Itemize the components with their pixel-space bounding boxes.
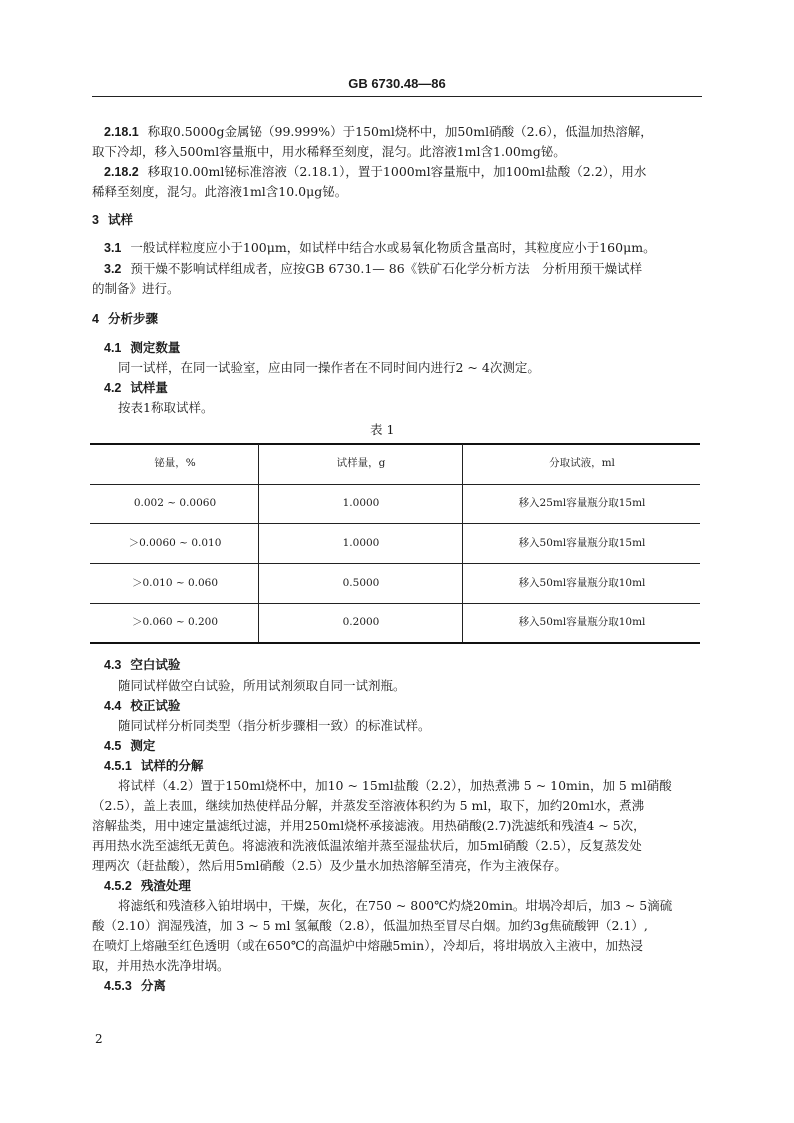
- para-4-5-2-heading: 4.5.2 残渣处理: [104, 878, 191, 893]
- section-3-heading: 3 试样: [92, 212, 133, 227]
- table-header-cell: 铋量，%: [154, 457, 196, 469]
- para-4-5-2-body: 将滤纸和残渣移入铂坩埚中，干燥，灰化，在750 ~ 800℃灼烧20min。坩埚冷却后，加3 ~ 5滴硫: [118, 898, 673, 913]
- table-column-divider: [462, 444, 463, 642]
- table-cell: 移入50ml容量瓶分取10ml: [518, 577, 646, 589]
- table-row-rule: [90, 523, 700, 524]
- para-4-3-heading: 4.3 空白试验: [104, 657, 181, 672]
- table-header-rule: [90, 484, 700, 485]
- table-cell: 移入25ml容量瓶分取15ml: [518, 497, 646, 509]
- table-cell: 移入50ml容量瓶分取15ml: [518, 537, 646, 549]
- para-2-18-2: 2.18.2 移取10.00ml铋标准溶液（2.18.1），置于1000ml容量瓶中，加100ml盐酸（2.2），用水: [104, 164, 647, 179]
- table-cell: 0.5000: [342, 577, 380, 589]
- para-2-18-2-cont: 稀释至刻度，混匀。此溶液1ml含10.0μg铋。: [92, 184, 348, 199]
- para-2-18-1-cont: 取下冷却，移入500ml容量瓶中，用水稀释至刻度，混匀。此溶液1ml含1.00mg铋。: [92, 144, 566, 159]
- para-3-2: 3.2 预干燥不影响试样组成者，应按GB 6730.1— 86《铁矿石化学分析方法 分析用预干燥试样: [104, 261, 643, 276]
- para-4-2-heading: 4.2 试样量: [104, 380, 168, 395]
- table-header-cell: 分取试液，ml: [549, 457, 615, 469]
- para-4-4-body: 随同试样分析同类型（指分析步骤相一致）的标准试样。: [118, 718, 431, 733]
- table-row-rule: [90, 563, 700, 564]
- document-code: GB 6730.48—86: [348, 76, 446, 91]
- table-cell: 1.0000: [342, 497, 380, 509]
- table-bottom-rule: [90, 642, 700, 644]
- para-4-2-body: 按表1称取试样。: [118, 400, 214, 415]
- para-4-1-body: 同一试样，在同一试验室，应由同一操作者在不同时间内进行2 ~ 4次测定。: [118, 360, 540, 375]
- para-4-1-heading: 4.1 测定数量: [104, 340, 181, 355]
- para-4-5-1-body: （2.5），盖上表皿，继续加热使样品分解，并蒸发至溶液体积约为 5 ml，取下，加约20ml水，煮沸: [92, 798, 645, 813]
- para-4-3-body: 随同试样做空白试验，所用试剂须取自同一试剂瓶。: [118, 678, 406, 693]
- header-rule: [92, 96, 702, 97]
- para-3-2-cont: 的制备》进行。: [92, 281, 180, 296]
- section-4-heading: 4 分析步骤: [92, 311, 158, 326]
- para-4-4-heading: 4.4 校正试验: [104, 698, 181, 713]
- table-cell: ＞0.060 ~ 0.200: [131, 616, 219, 628]
- table-cell: 移入50ml容量瓶分取10ml: [518, 616, 646, 628]
- para-4-5-1-heading: 4.5.1 试样的分解: [104, 758, 204, 773]
- para-4-5-1-body: 理两次（赶盐酸），然后用5ml硝酸（2.5）及少量水加热溶解至清亮，作为主液保存。: [92, 858, 567, 873]
- table-top-rule: [90, 443, 700, 445]
- para-4-5-heading: 4.5 测定: [104, 738, 156, 753]
- page-number: 2: [95, 1032, 103, 1046]
- table-column-divider: [258, 444, 259, 642]
- para-4-5-2-body: 取，并用热水洗净坩埚。: [92, 958, 230, 973]
- para-4-5-2-body: 酸（2.10）润湿残渣，加 3 ~ 5 ml 氢氟酸（2.8），低温加热至冒尽白烟。加约3g焦硫酸钾（2.1）,: [92, 918, 648, 933]
- para-3-1: 3.1 一般试样粒度应小于100μm，如试样中结合水或易氧化物质含量高时，其粒度应小于160μm。: [104, 240, 656, 255]
- table-cell: 0.2000: [342, 616, 380, 628]
- table-cell: ＞0.010 ~ 0.060: [131, 577, 219, 589]
- para-4-5-2-body: 在喷灯上熔融至红色透明（或在650℃的高温炉中熔融5min），冷却后，将坩埚放入主液中，加热浸: [92, 938, 643, 953]
- para-4-5-1-body: 溶解盐类，用中速定量滤纸过滤，并用250ml烧杯承接滤液。用热硝酸(2.7)洗滤纸和残渣4 ~ 5次，: [92, 818, 646, 833]
- table-cell: 0.002 ~ 0.0060: [133, 497, 217, 509]
- table-cell: 1.0000: [342, 537, 380, 549]
- table-header-cell: 试样量，g: [336, 457, 386, 469]
- para-4-5-1-body: 将试样（4.2）置于150ml烧杯中，加10 ~ 15ml盐酸（2.2），加热煮沸 5 ~ 10min，加 5 ml硝酸: [118, 778, 672, 793]
- para-4-5-1-body: 再用热水洗至滤纸无黄色。将滤液和洗液低温浓缩并蒸至湿盐状后，加5ml硝酸（2.5），反复蒸发处: [92, 838, 642, 853]
- table-caption: 表 1: [370, 422, 395, 437]
- para-4-5-3-heading: 4.5.3 分离: [104, 978, 166, 993]
- para-2-18-1: 2.18.1 称取0.5000g金属铋（99.999%）于150ml烧杯中，加50ml硝酸（2.6），低温加热溶解，: [104, 124, 653, 139]
- table-row-rule: [90, 603, 700, 604]
- table-cell: ＞0.0060 ~ 0.010: [128, 537, 222, 549]
